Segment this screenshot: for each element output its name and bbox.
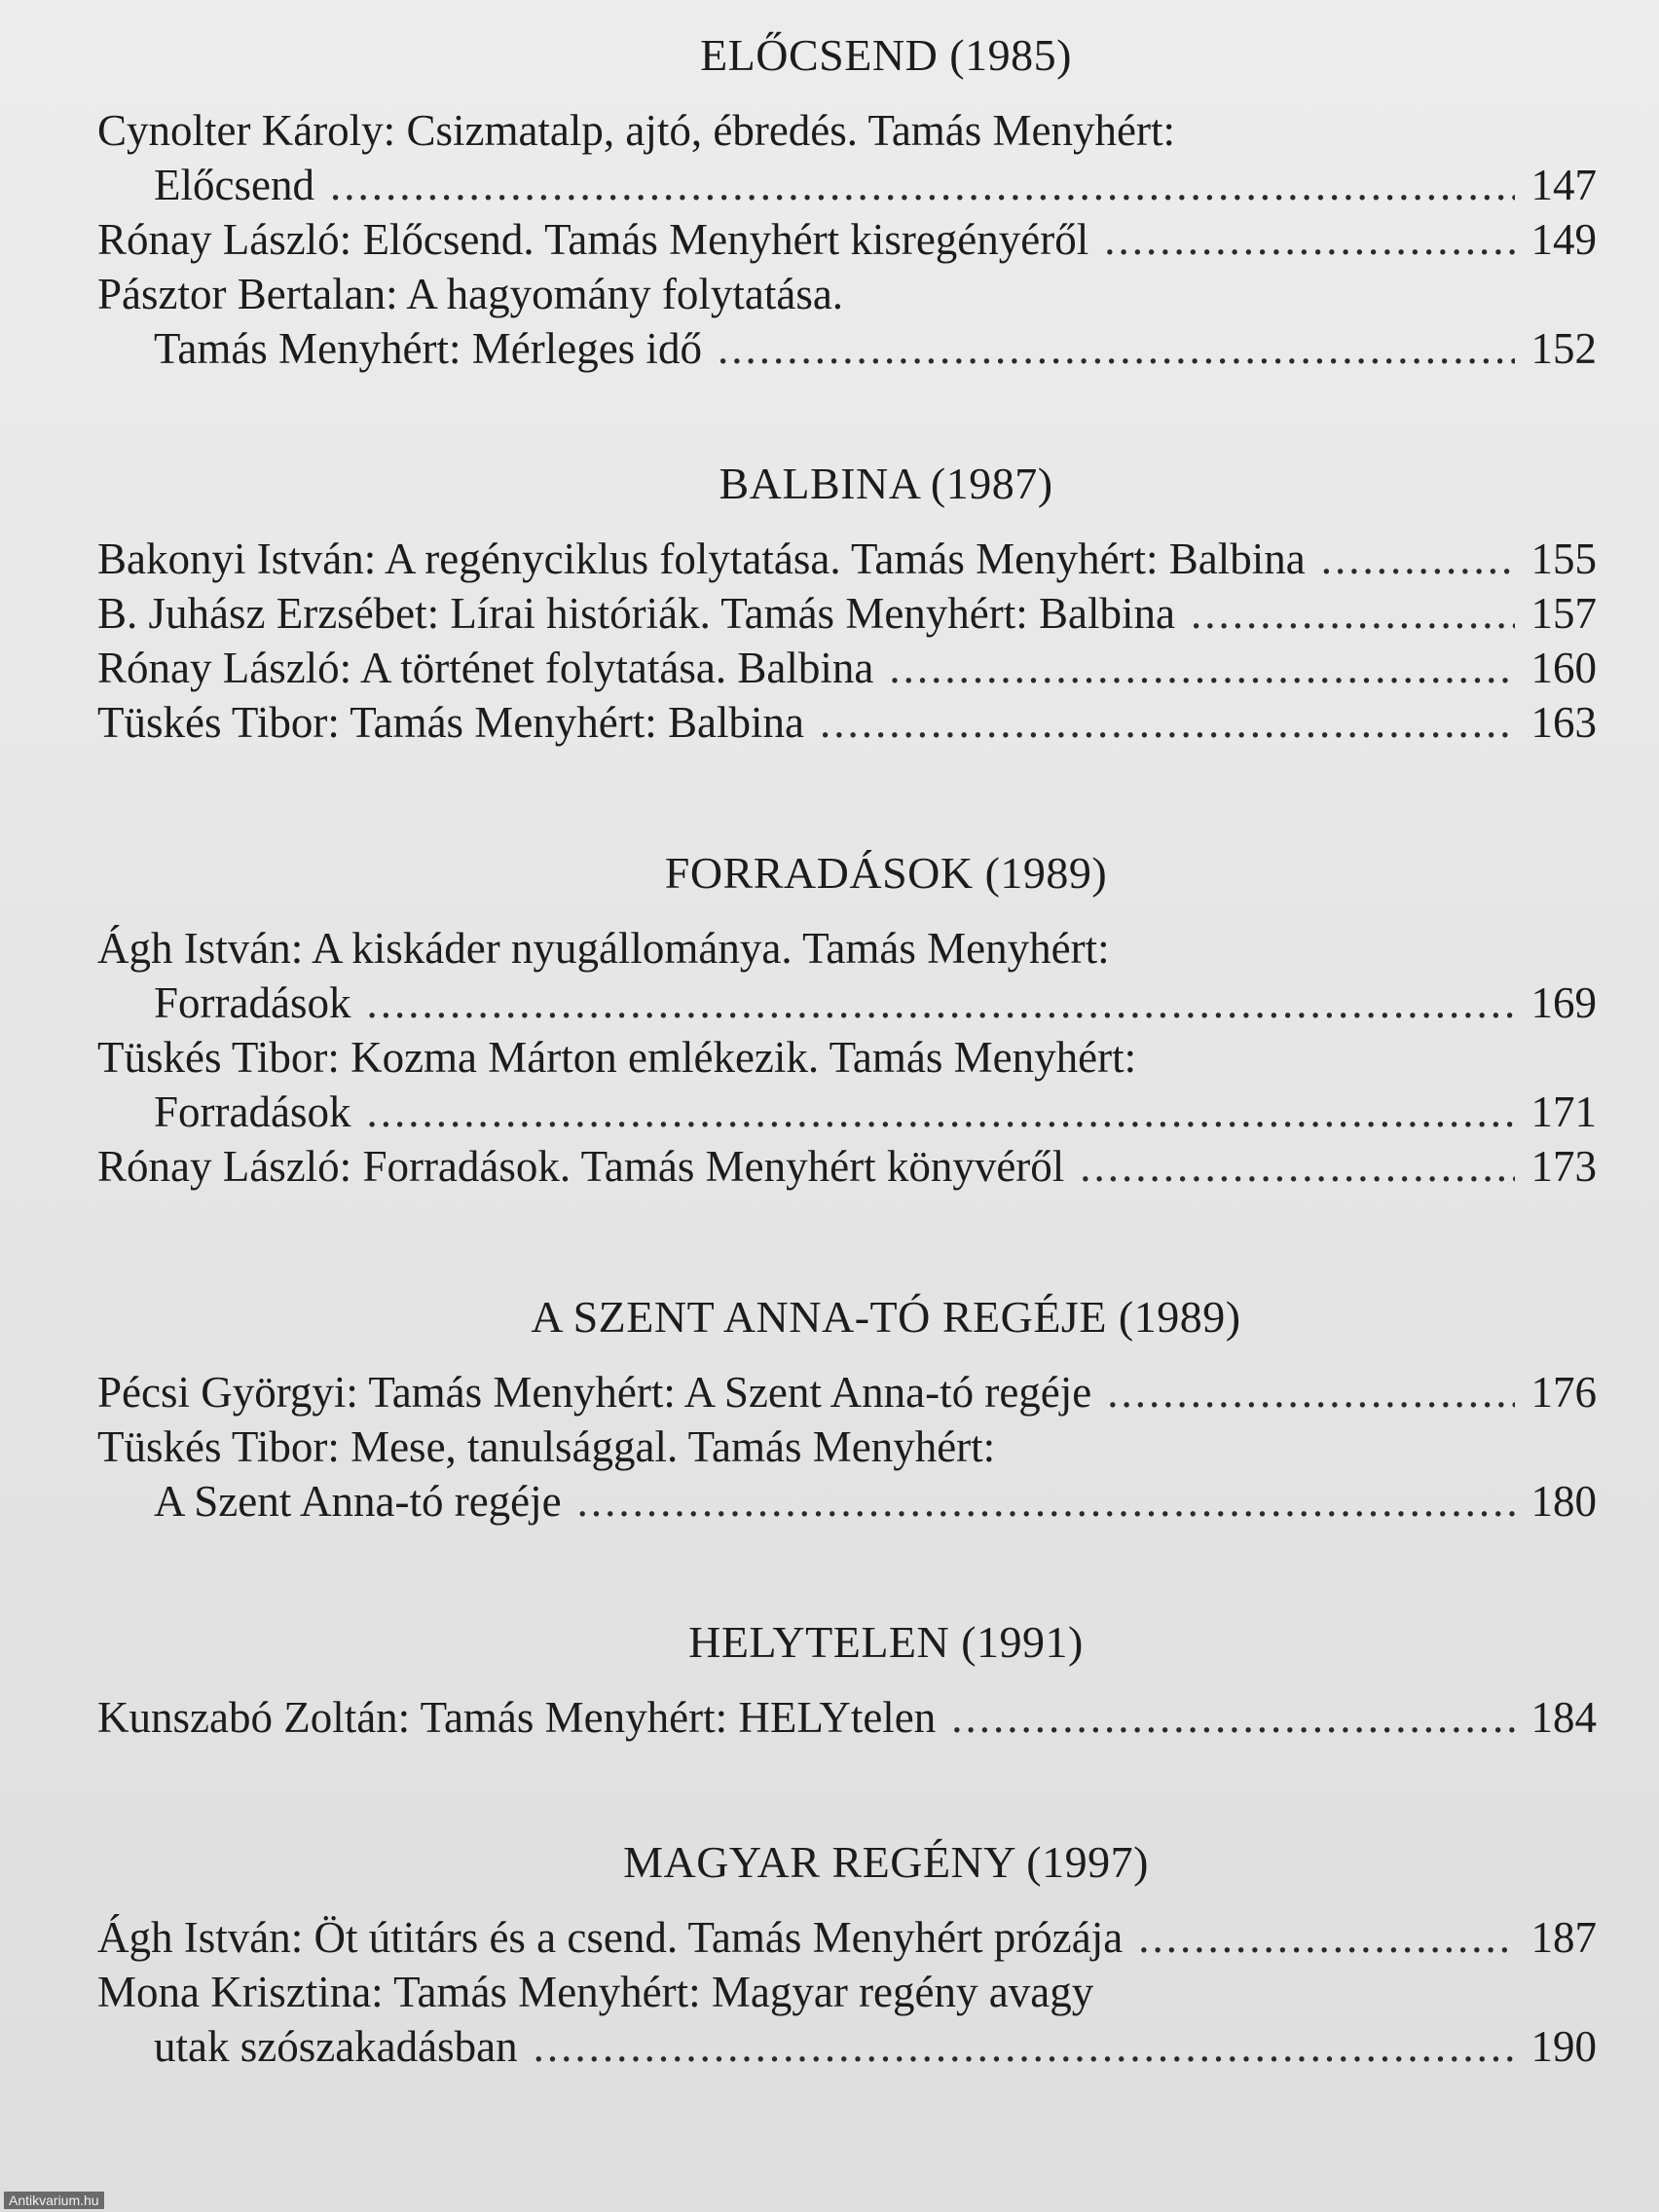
toc-section [97, 1283, 1597, 1529]
page-number: 169 [1530, 978, 1597, 1027]
entry-text: Bakonyi István: A regényciklus folytatása. Tamás Menyhért: Balbina [97, 535, 1306, 583]
entry-final-line [97, 532, 1597, 586]
toc-entry [97, 1690, 1597, 1745]
entry-final-line [97, 2019, 1597, 2074]
entry-line [97, 103, 1597, 158]
dot-leader [951, 1690, 1515, 1745]
toc-section [97, 1828, 1597, 2074]
entry-text: Mona Krisztina: Tamás Menyhért: Magyar regény avagy [97, 1968, 1094, 2016]
dot-leader [889, 641, 1515, 695]
toc-entry [97, 532, 1597, 586]
dot-leader [534, 2019, 1515, 2074]
dot-leader [366, 1085, 1515, 1139]
page-number: 155 [1530, 535, 1597, 583]
page-number: 152 [1530, 324, 1597, 373]
entry-final-line [97, 1474, 1597, 1529]
entry-text: Tüskés Tibor: Kozma Márton emlékezik. Tamás Menyhért: [97, 1033, 1137, 1082]
entry-line [97, 921, 1597, 976]
section-title: FORRADÁSOK (1989) [664, 848, 1108, 898]
entry-text: Cynolter Károly: Csizmatalp, ajtó, ébredés. Tamás Menyhért: [97, 106, 1175, 155]
entry-text: Ágh István: A kiskáder nyugállománya. Tamás Menyhért: [97, 924, 1110, 973]
dot-leader [1321, 532, 1515, 586]
section-title: MAGYAR REGÉNY (1997) [623, 1837, 1149, 1887]
dot-leader [1107, 1365, 1515, 1419]
dot-leader [1104, 212, 1515, 267]
entry-line [97, 1419, 1597, 1474]
dot-leader [718, 321, 1515, 376]
page-number: 171 [1530, 1088, 1597, 1136]
entry-text: Tüskés Tibor: Tamás Menyhért: Balbina [97, 698, 804, 747]
dot-leader [366, 976, 1515, 1030]
page-number: 176 [1530, 1368, 1597, 1417]
toc-entry [97, 921, 1597, 1030]
entry-text: Rónay László: Forradások. Tamás Menyhért könyvéről [97, 1142, 1065, 1191]
section-title: A SZENT ANNA-TÓ REGÉJE (1989) [531, 1292, 1241, 1342]
page-number: 160 [1530, 644, 1597, 692]
toc-section [97, 839, 1597, 1194]
entry-text: utak szószakadásban [154, 2022, 518, 2071]
entry-final-line [97, 212, 1597, 267]
toc-entry [97, 1365, 1597, 1419]
entry-final-line [97, 1690, 1597, 1745]
entry-final-line [97, 158, 1597, 212]
entry-final-line [97, 1139, 1597, 1194]
toc-entry [97, 267, 1597, 376]
entry-line [97, 1965, 1597, 2019]
entry-text: B. Juhász Erzsébet: Lírai históriák. Tamás Menyhért: Balbina [97, 589, 1175, 638]
toc-entry [97, 641, 1597, 695]
entry-final-line [97, 1085, 1597, 1139]
dot-leader [1138, 1910, 1515, 1965]
entry-line [97, 1030, 1597, 1085]
entry-text: Pécsi Györgyi: Tamás Menyhért: A Szent Anna-tó regéje [97, 1368, 1092, 1417]
section-title: HELYTELEN (1991) [688, 1617, 1084, 1667]
entry-line [97, 267, 1597, 321]
dot-leader [1080, 1139, 1515, 1194]
entry-text: Forradások [154, 1088, 351, 1136]
page-number: 147 [1530, 161, 1597, 209]
page-number: 187 [1530, 1913, 1597, 1962]
entry-final-line [97, 641, 1597, 695]
dot-leader [820, 695, 1515, 750]
page-number: 157 [1530, 589, 1597, 638]
entry-text: Forradások [154, 978, 351, 1027]
page-number: 184 [1530, 1693, 1597, 1742]
toc-entry [97, 586, 1597, 641]
toc-entry [97, 1965, 1597, 2074]
section-title: ELŐCSEND (1985) [700, 30, 1072, 80]
toc-entry [97, 212, 1597, 267]
entry-text: Pásztor Bertalan: A hagyomány folytatása. [97, 270, 844, 318]
page-number: 149 [1530, 215, 1597, 264]
dot-leader [577, 1474, 1515, 1529]
entry-text: A Szent Anna-tó regéje [154, 1477, 562, 1526]
toc-entry [97, 695, 1597, 750]
entry-final-line [97, 976, 1597, 1030]
toc-entry [97, 1910, 1597, 1965]
entry-text: Ágh István: Öt útitárs és a csend. Tamás Menyhért prózája [97, 1913, 1124, 1962]
toc-entry [97, 103, 1597, 212]
toc-entry [97, 1419, 1597, 1529]
page-number: 190 [1530, 2022, 1597, 2071]
page-number: 180 [1530, 1477, 1597, 1526]
entry-text: Kunszabó Zoltán: Tamás Menyhért: HELYtelen [97, 1693, 937, 1742]
section-title: BALBINA (1987) [719, 459, 1053, 508]
entry-text: Tüskés Tibor: Mese, tanulsággal. Tamás Menyhért: [97, 1422, 996, 1471]
toc-section [97, 1608, 1597, 1745]
entry-final-line [97, 1910, 1597, 1965]
dot-leader [1191, 586, 1515, 641]
entry-final-line [97, 321, 1597, 376]
dot-leader [330, 158, 1515, 212]
watermark: Antikvarium.hu [4, 2192, 104, 2209]
entry-final-line [97, 1365, 1597, 1419]
entry-text: Rónay László: Előcsend. Tamás Menyhért kisregényéről [97, 215, 1089, 264]
entry-text: Előcsend [154, 161, 314, 209]
entry-text: Rónay László: A történet folytatása. Balbina [97, 644, 874, 692]
entry-final-line [97, 586, 1597, 641]
entry-text: Tamás Menyhért: Mérleges idő [154, 324, 702, 373]
page-number: 163 [1530, 698, 1597, 747]
entry-final-line [97, 695, 1597, 750]
toc-entry [97, 1030, 1597, 1139]
toc-section [97, 450, 1597, 750]
toc-entry [97, 1139, 1597, 1194]
page-number: 173 [1530, 1142, 1597, 1191]
toc-section [97, 21, 1597, 376]
